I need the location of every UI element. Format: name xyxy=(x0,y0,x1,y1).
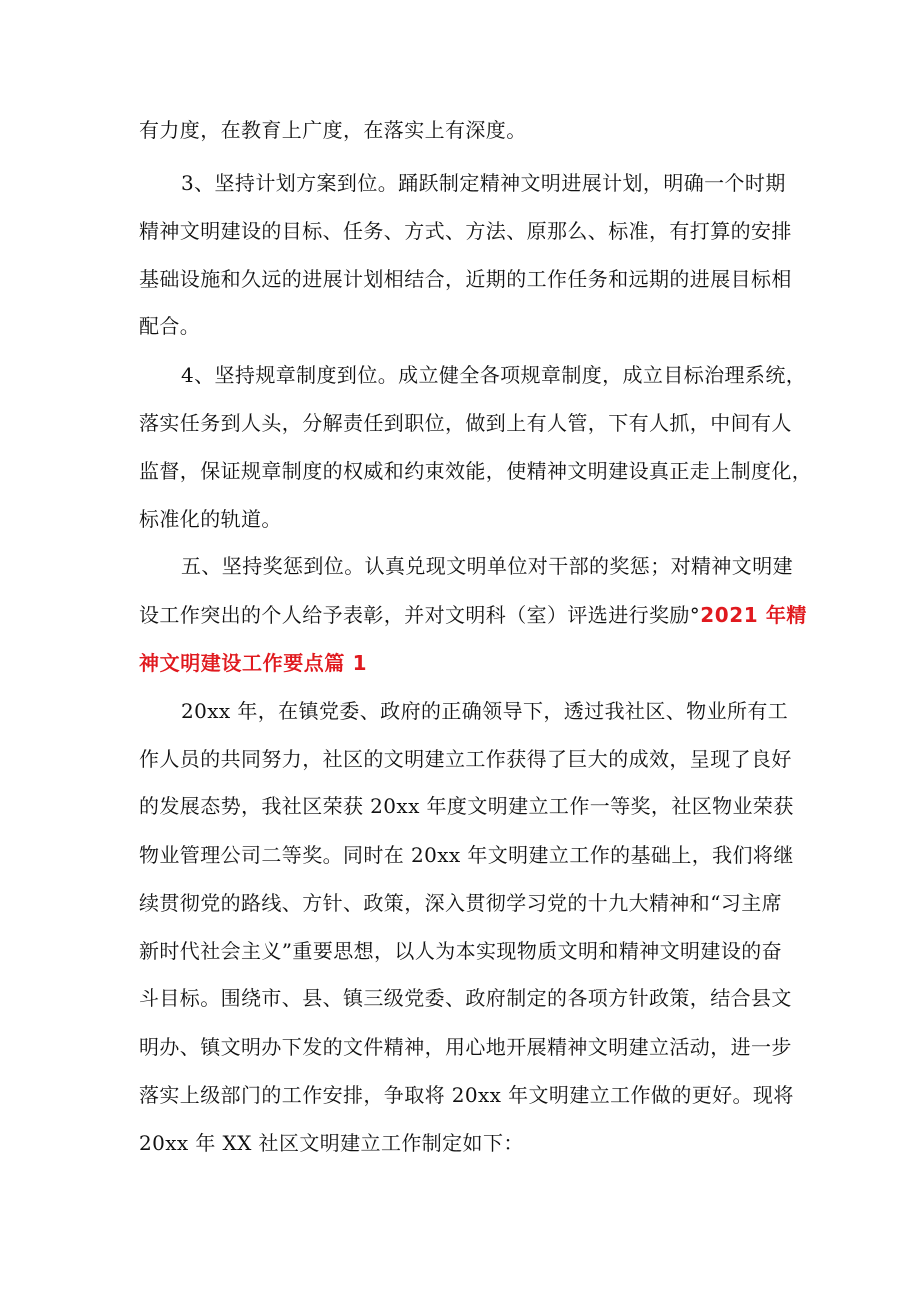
paragraph-3-line: 精神文明建设的目标、任务、方式、方法、原那么、标准，有打算的安排 xyxy=(139,219,792,243)
paragraph-6-line: 的发展态势，我社区荣获 20xx 年度文明建立工作一等奖，社区物业荣获 xyxy=(139,794,794,818)
paragraph-6-line: 作人员的共同努力，社区的文明建立工作获得了巨大的成效，呈现了良好 xyxy=(139,747,792,771)
paragraph-4-line: 标准化的轨道。 xyxy=(139,507,282,531)
paragraph-6-line: 斗目标。围绕市、县、镇三级党委、政府制定的各项方针政策，结合县文 xyxy=(139,986,792,1010)
paragraph-4-line: 落实任务到人头，分解责任到职位，做到上有人管，下有人抓，中间有人 xyxy=(139,411,792,435)
paragraph-5-line xyxy=(139,600,808,630)
paragraph-6-line: 续贯彻党的路线、方针、政策，深入贯彻学习党的十九大精神和“习主席 xyxy=(139,891,783,915)
paragraph-6-line: 20xx 年 XX 社区文明建立工作制定如下： xyxy=(139,1131,524,1155)
paragraph-4-line: 监督，保证规章制度的权威和约束效能，使精神文明建设真正走上制度化， xyxy=(139,459,813,483)
paragraph-3-line: 3、坚持计划方案到位。踊跃制定精神文明进展计划，明确一个时期 xyxy=(181,171,786,195)
paragraph-6-line: 物业管理公司二等奖。同时在 20xx 年文明建立工作的基础上，我们将继 xyxy=(139,843,794,867)
paragraph-3-line: 基础设施和久远的进展计划相结合，近期的工作任务和远期的进展目标相 xyxy=(139,267,792,291)
paragraph-5-text: 设工作突出的个人给予表彰，并对文明科（室）评选进行奖励° xyxy=(139,603,701,627)
section-heading-part: 2021 年精 xyxy=(700,603,808,627)
paragraph-6-line: 明办、镇文明办下发的文件精神，用心地开展精神文明建立活动，进一步 xyxy=(139,1035,792,1059)
paragraph-6-line: 落实上级部门的工作安排，争取将 20xx 年文明建立工作做的更好。现将 xyxy=(139,1083,794,1107)
section-heading: 神文明建设工作要点篇 1 xyxy=(139,651,368,675)
paragraph-intro-line: 有力度，在教育上广度，在落实上有深度。 xyxy=(139,118,527,142)
paragraph-3-line: 配合。 xyxy=(139,314,201,338)
paragraph-6-line: 20xx 年，在镇党委、政府的正确领导下，透过我社区、物业所有工 xyxy=(181,699,789,723)
paragraph-6-line: 新时代社会主义”重要思想，以人为本实现物质文明和精神文明建设的奋 xyxy=(139,939,783,963)
paragraph-5-line: 五、坚持奖惩到位。认真兑现文明单位对干部的奖惩；对精神文明建 xyxy=(181,554,793,578)
paragraph-4-line: 4、坚持规章制度到位。成立健全各项规章制度，成立目标治理系统， xyxy=(181,363,807,387)
